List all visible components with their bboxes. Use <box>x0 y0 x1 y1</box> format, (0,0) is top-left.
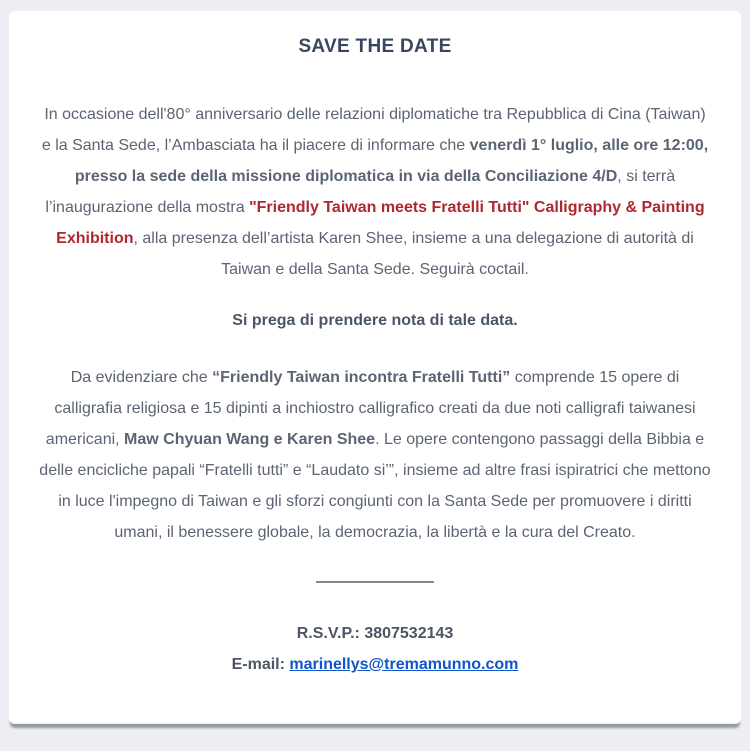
email-label: E-mail: <box>231 656 285 673</box>
page-background <box>0 10 750 751</box>
intro-text-mid: , si terrà l’inaugurazione della mostra <box>45 168 676 216</box>
details-text-start: Da evidenziare che <box>70 369 213 386</box>
note-text: Si prega di prendere nota di tale data. <box>232 312 518 329</box>
artists-names-text: Maw Chyuan Wang e Karen Shee <box>124 431 376 448</box>
invitation-card <box>8 10 742 724</box>
details-text-end: . Le opere contengono passaggi della Bibbia e delle encicliche papali “Fratelli tutti” e “Laudato si’”, insieme ad altre frasi ispiratrici che mettono in luce l'impegno di Taiwan e gli sforzi congiunti con la Santa Sede per promuovere i diritti umani, il benessere globale, la democrazia, la libertà e la cura del Creato. <box>39 431 711 541</box>
page-title: SAVE THE DATE <box>298 36 452 57</box>
exhibition-title-english: "Friendly Taiwan meets Fratelli Tutti" Calligraphy & Painting Exhibition <box>56 199 705 247</box>
details-text-mid: comprende 15 opere di calligrafia religiosa e 15 dipinti a inchiostro calligrafico creati da due noti calligrafi taiwanesi americani, <box>45 369 696 448</box>
email-line <box>38 649 712 680</box>
intro-paragraph <box>38 99 712 285</box>
exhibition-title-italian: “Friendly Taiwan incontra Fratelli Tutti” <box>212 369 511 386</box>
intro-text-end: , alla presenza dell’artista Karen Shee, insieme a una delegazione di autorità di Taiwan e della Santa Sede. Seguirà coctail. <box>133 230 694 278</box>
event-datetime-text: venerdì 1° luglio, alle ore 12:00, presso la sede della missione diplomatica in via della Conciliazione 4/D <box>74 137 709 185</box>
details-paragraph <box>38 362 712 548</box>
rsvp-phone: 3807532143 <box>364 625 454 642</box>
rsvp-line <box>38 618 712 649</box>
divider-line <box>316 581 434 583</box>
rsvp-label: R.S.V.P.: <box>296 625 360 642</box>
email-link[interactable]: marinellys@tremamunno.com <box>289 656 519 673</box>
note-line <box>38 305 712 336</box>
intro-text-start: In occasione dell'80° anniversario delle relazioni diplomatiche tra Repubblica di Cina (Taiwan) e la Santa Sede, l’Ambasciata ha il piacere di informare che <box>41 106 706 154</box>
